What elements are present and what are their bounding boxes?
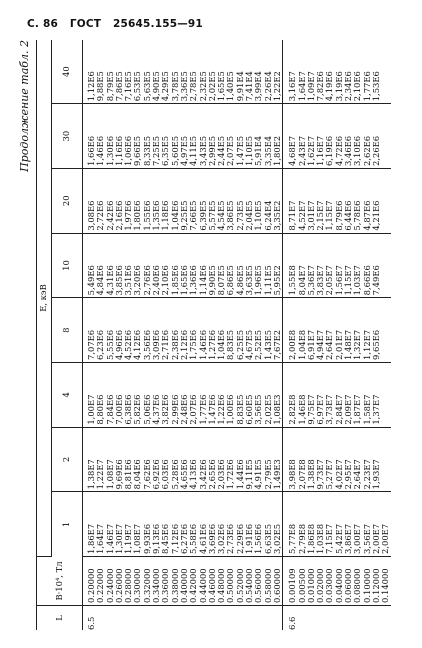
page-number: С. 86	[27, 18, 58, 30]
cell-value: 1,38E7 1,22E7 1,08E7 9,69E6 8,81E6 8,04E6 7,62E6 6,92E6 6,03E6 5,28E6 4,65E6 4,13E6 3,42E6 2,65E6 2,03E6 1,72E6 1,44E6 9,11E5 4,91E5 2,79E5 1,49E3	[83, 427, 283, 492]
cell-value: 1,00E7 8,80E6 7,84E6 7,00E6 6,38E6 5,82E6 5,06E6 4,37E6 3,82E6 2,99E6 2,48E6 2,07E6 1,77E6 1,47E6 1,22E6 1,00E6 8,83E5 6,60E5 3,56E5 2,02E5 1,08E3	[83, 362, 283, 427]
header-energy: 8	[52, 298, 83, 363]
header-energy: 10	[52, 233, 83, 298]
header-energy: 40	[52, 40, 83, 104]
cell-l: 6.5	[83, 606, 283, 631]
cell-value: 1,86E7 1,64E7 1,46E7 1,30E7 1,19E7 1,08E7 9,93E6 9,13E6 8,45E6 7,12E6 6,27E6 5,58E6 4,61E6 3,69E6 3,02E6 2,73E6 2,29E6 1,91E6 1,56E6 6,63E5 3,02E5	[83, 492, 283, 557]
page-header	[27, 18, 211, 30]
header-energy: 1	[52, 492, 83, 557]
cell-value: 1,66E6 1,46E6 1,30E6 1,16E6 1,06E6 9,66E5 8,33E5 7,25E5 6,35E5 5,60E5 4,97E5 4,11E5 3,43E5 2,99E5 2,44E5 2,07E5 1,47E5 1,10E5 5,91E4 3,35E4 1,80E2	[83, 104, 283, 169]
cell-value: 3,98E8 2,07E8 1,38E8 9,73E7 5,27E7 4,02E7 2,95E7 2,64E7 2,23E7 1,93E7	[283, 427, 391, 492]
cell-value: 3,08E6 2,72E6 2,42E6 2,16E6 1,97E6 1,80E6 1,55E6 1,35E6 1,18E6 1,04E6 9,25E5 7,66E5 6,39E5 5,57E5 4,54E5 3,86E5 2,73E5 2,04E5 1,10E5 6,24E4 3,35E2	[83, 168, 283, 233]
table-row	[283, 40, 391, 630]
header-b: B·10⁴, Тл	[37, 557, 83, 606]
header-l: L	[37, 606, 83, 631]
cell-value: 7,07E6 6,23E6 5,55E6 4,96E6 4,52E6 4,12E6 3,56E6 3,09E6 2,71E6 2,38E6 2,12E6 1,75E6 1,46E6 1,27E6 1,04E6 8,83E5 6,25E5 4,67E5 2,52E5 1,43E5 7,67E2	[83, 298, 283, 363]
cell-value: 2,00E8 1,04E8 6,91E7 4,94E7 2,64E7 2,01E7 1,48E7 1,32E7 1,12E7 9,65E6	[283, 298, 391, 363]
header-energy: 4	[52, 362, 83, 427]
cell-b: 0.20000 0.22000 0.24000 0.26000 0.28000 0.30000 0.32000 0.34000 0.36000 0.38000 0.40000 0.42000 0.44000 0.46000 0.48000 0.50000 0.52000 0.54000 0.56000 0.58000 0.60000	[83, 557, 283, 606]
cell-value: 2,82E8 1,46E8 9,75E7 6,97E7 3,73E7 2,84E7 2,09E7 1,87E7 1,58E7 1,37E7	[283, 362, 391, 427]
header-energy: 2	[52, 427, 83, 492]
standard-number: 25645.155—91	[112, 18, 203, 30]
header-energy: 20	[52, 168, 83, 233]
cell-l: 6.6	[283, 606, 391, 631]
cell-b: 0.00109 0.00500 0.01000 0.02000 0.03000 0.04000 0.06000 0.08000 0.10000 0.12000 0.14000	[283, 557, 391, 606]
header-energy: 30	[52, 104, 83, 169]
cell-value: 5,49E6 4,84E6 4,31E6 3,85E6 3,51E6 3,20E6 2,76E6 2,40E6 2,10E6 1,85E6 1,65E6 1,36E6 1,14E6 9,90E5 8,07E5 6,86E5 4,86E5 3,63E5 1,96E5 1,11E5 5,95E2	[83, 233, 283, 298]
cell-value: 3,16E7 1,64E7 1,09E7 7,82E6 4,19E6 3,19E6 2,34E6 2,10E6 1,77E6 1,53E6	[283, 40, 391, 104]
header-energy-group: E, кэВ	[37, 40, 52, 557]
cell-value: 4,68E7 2,43E7 1,62E7 1,16E7 6,19E6 4,72E6 3,46E6 3,10E6 2,62E6 2,26E6	[283, 104, 391, 169]
cell-value: 1,55E8 8,04E7 5,36E7 3,83E7 2,05E7 1,56E7 1,15E7 1,03E7 8,66E6 7,49E6	[283, 233, 391, 298]
table-row	[83, 40, 283, 630]
cell-value: 1,12E6 9,88E5 8,79E5 7,86E5 7,16E5 6,53E5 5,63E5 4,90E5 4,29E5 3,78E5 3,36E5 2,78E5 2,32E5 2,02E5 1,65E5 1,40E5 9,91E4 7,41E4 3,99E4 2,26E4 1,22E2	[83, 40, 283, 104]
standard-label: ГОСТ	[69, 18, 102, 30]
continuation-caption: Продолжение табл. 2	[18, 40, 31, 172]
data-table	[36, 40, 391, 630]
rotated-table-block	[18, 40, 398, 630]
cell-value: 5,77E8 2,79E8 1,86E8 1,03E8 7,15E7 5,42E7 3,86E7 3,00E7 3,56E7 2,00E7 2,00E7	[283, 492, 391, 557]
cell-value: 8,71E7 4,52E7 3,01E7 2,15E7 1,15E7 8,79E6 6,44E6 5,78E6 4,87E6 4,21E6	[283, 168, 391, 233]
